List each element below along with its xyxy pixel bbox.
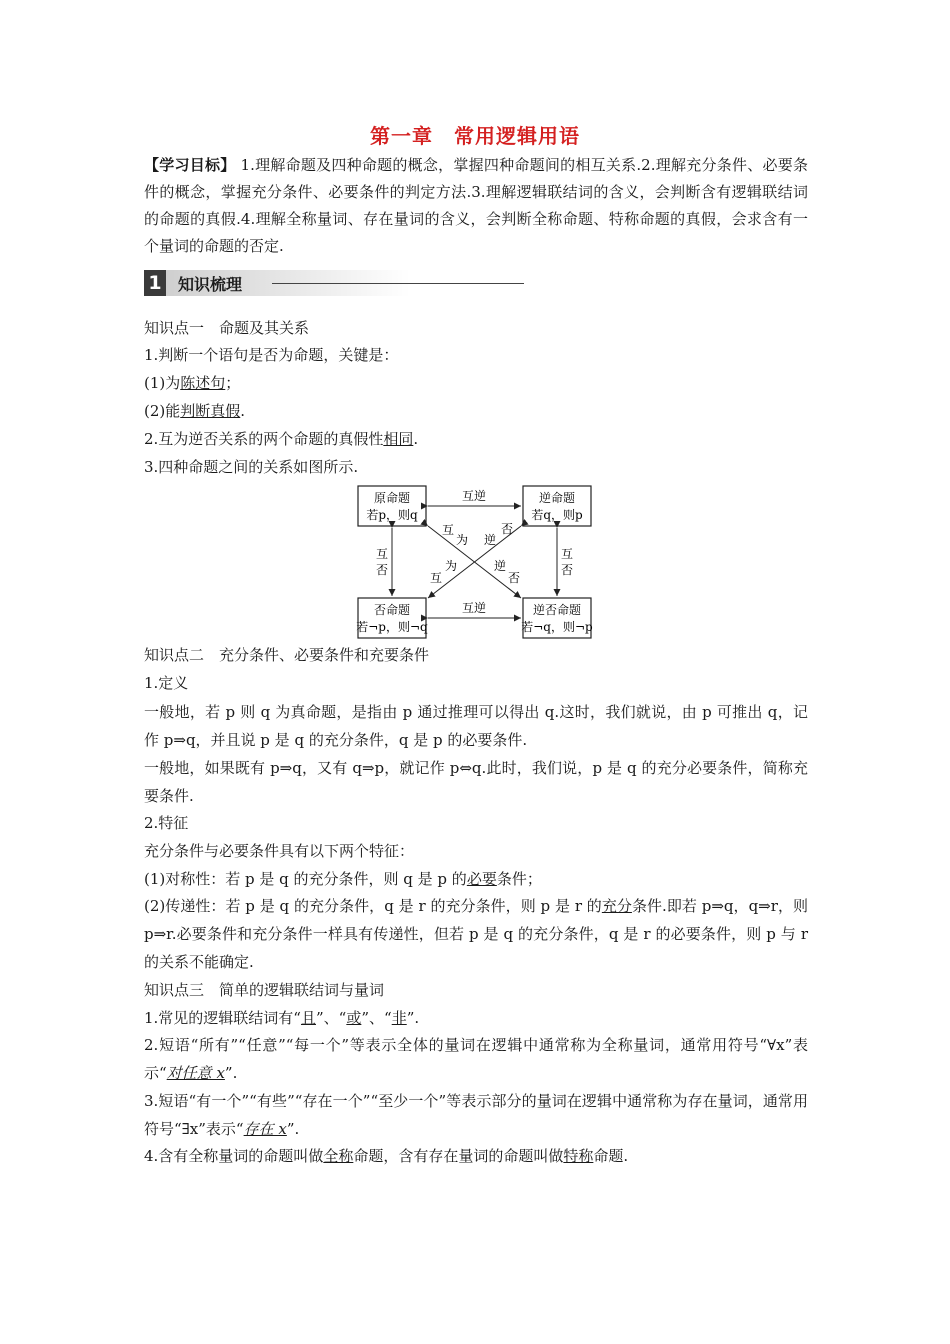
answer-or: 或 [346,1009,362,1027]
kp1-line-3: (2)能判断真假. [144,402,246,420]
label-top: 互逆 [461,489,487,503]
box-original-title: 原命题 [373,491,411,505]
kp2-def-p2: 一般地，如果既有 p⇒q，又有 q⇒p，就记作 p⇔q.此时，我们说，p 是 q 的充分必要条件，简称充要条件. [144,759,808,805]
answer-for-all: 对任意 x [166,1064,225,1082]
diag-label-1: 互 [441,523,455,537]
box-contrapositive-body: 若¬q，则¬p [521,620,593,634]
kp1-line-2: (1)为陈述句； [144,374,241,392]
chapter-title: 第一章 常用逻辑用语 [370,124,580,148]
label-bottom: 互逆 [461,601,487,615]
box-converse-body: 若q，则p [531,508,583,522]
goals-text: 1.理解命题及四种命题的概念，掌握四种命题间的相互关系.2.理解充分条件、必要条件的概念，掌握充分条件、必要条件的判定方法.3.理解逻辑联结词的含义，会判断含有逻辑联结词的命题的真假.4.理解全称量词、存在量词的含义，会判断全称命题、特称命题的真假，会求含有一个量词的命题的否定. [144,156,808,255]
section-header [144,270,524,296]
label-left-a: 互 [375,547,389,561]
section-number: 1 [144,270,166,296]
diag-label-7: 为 [444,559,458,573]
kp1-heading: 知识点一 命题及其关系 [144,319,310,337]
kp2-heading: 知识点二 充分条件、必要条件和充要条件 [144,646,430,664]
kp2-feat-intro: 充分条件与必要条件具有以下两个特征： [144,842,415,860]
kp3-line-4: 4.含有全称量词的命题叫做全称命题，含有存在量词的命题叫做特称命题. [144,1147,629,1165]
box-inverse-body: 若¬p，则¬q [356,620,428,634]
kp3-line-3: 3.短语“有一个”“有些”“存在一个”“至少一个”等表示部分的量词在逻辑中通常称为存在量词，通常用符号“∃x”表示“存在 x”. [144,1092,808,1138]
label-left-b: 否 [375,563,389,577]
diag-label-6: 否 [507,571,521,585]
kp3-line-2: 2.短语“所有”“任意”“每一个”等表示全体的量词在逻辑中通常称为全称量词，通常用符号“∀x”表示“对任意 x”. [144,1036,808,1082]
answer-same: 相同 [383,430,414,448]
answer-and: 且 [300,1009,316,1027]
label-right-b: 否 [560,563,574,577]
kp3-heading: 知识点三 简单的逻辑联结词与量词 [144,981,385,999]
kp3-line-1: 1.常见的逻辑联结词有“且”、“或”、“非”. [144,1009,420,1027]
box-inverse-title: 否命题 [373,603,411,617]
kp2-def-title: 1.定义 [144,674,189,692]
goals-tag: 【学习目标】 [144,156,236,174]
kp2-feat-title: 2.特征 [144,814,189,832]
answer-not: 非 [391,1009,407,1027]
kp2-feat-1: (1)对称性：若 p 是 q 的充分条件，则 q 是 p 的必要条件； [144,870,542,888]
diag-label-5: 逆 [493,559,507,573]
answer-sufficient: 充分 [601,897,632,915]
learning-goals [144,152,808,260]
answer-declarative: 陈述句 [180,374,226,392]
kp2-feat-2: (2)传递性：若 p 是 q 的充分条件，q 是 r 的充分条件，则 p 是 r 的充分条件.即若 p⇒q，q⇒r，则 p⇒r.必要条件和充分条件一样具有传递性，但若 p 是 q 的充分条件，q 是 r 的必要条件，则 p 与 r 的关系不能确定. [144,897,808,971]
answer-exists: 存在 x [243,1120,287,1138]
answer-necessary: 必要 [466,870,497,888]
kp1-line-1: 1.判断一个语句是否为命题，关键是： [144,346,399,364]
kp2-def-p1: 一般地，若 p 则 q 为真命题，是指由 p 通过推理可以得出 q.这时，我们就说，由 p 可推出 q，记作 p⇒q，并且说 p 是 q 的充分条件，q 是 p 的必要条件. [144,703,808,749]
diag-label-2: 为 [455,533,469,547]
kp1-line-4: 2.互为逆否关系的两个命题的真假性相同. [144,430,419,448]
answer-particular: 特称 [563,1147,594,1165]
diag-label-4: 否 [500,522,514,536]
four-propositions-diagram [350,482,600,642]
section-label: 知识梳理 [178,275,243,294]
section-divider [272,283,524,284]
box-contrapositive-title: 逆否命题 [532,603,582,617]
diag-label-8: 互 [429,571,443,585]
diag-label-3: 逆 [483,533,497,547]
answer-universal: 全称 [323,1147,354,1165]
box-converse-title: 逆命题 [538,491,576,505]
box-original-body: 若p，则q [366,508,418,522]
answer-truth: 判断真假 [180,402,241,420]
kp1-line-5: 3.四种命题之间的关系如图所示. [144,458,359,476]
label-right-a: 互 [560,547,574,561]
